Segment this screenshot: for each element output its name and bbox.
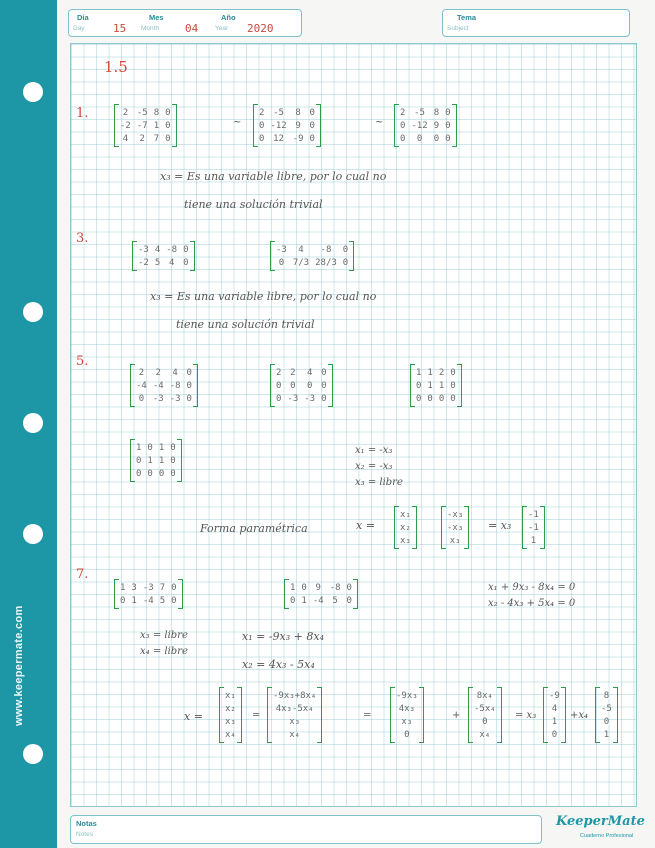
logo-subtitle: Cuaderno Profesional <box>580 833 634 839</box>
vector: -x₃ -x₃ x₃ <box>444 508 466 547</box>
matrix: 2 2 4 0 0 0 0 0 0 -3 -3 0 <box>273 366 330 405</box>
section-title: 1.5 <box>104 58 128 76</box>
vector: x₁ x₂ x₃ <box>397 508 414 547</box>
tema-label: Tema <box>457 13 477 22</box>
coefficient: +x₄ <box>570 710 589 721</box>
year-value: 2020 <box>247 22 274 35</box>
year-label: Year <box>215 25 229 32</box>
matrix: -3 4 -8 0 0 7/3 28/3 0 <box>273 243 351 269</box>
matrix: 1 1 2 0 0 1 1 0 0 0 0 0 <box>413 366 459 405</box>
month-label: Month <box>141 25 160 32</box>
question-number: 7. <box>76 567 89 582</box>
matrix: 1 0 9 -8 0 0 1 -4 5 0 <box>287 581 355 607</box>
day-label: Day <box>73 25 85 32</box>
vector: x₁ x₂ x₃ x₄ <box>222 689 239 741</box>
x-label: x = <box>184 710 203 723</box>
punch-hole <box>23 744 43 764</box>
punch-hole <box>23 413 43 433</box>
month-value: 04 <box>185 22 199 35</box>
brand-url: www.keepermate.com <box>13 605 25 726</box>
matrix: 2 -5 8 0 -2 -7 1 0 4 2 7 0 <box>117 106 174 145</box>
binder-strip <box>0 0 57 848</box>
matrix: 2 2 4 0 -4 -4 -8 0 0 -3 -3 0 <box>133 366 195 405</box>
vector: -1 -1 1 <box>525 508 542 547</box>
coefficient: = x₃ <box>488 519 512 532</box>
vector: -9x₃ 4x₃ x₃ 0 <box>393 689 421 741</box>
keepermate-logo: KeeperMate <box>556 814 645 829</box>
equals-sign: = <box>363 710 372 721</box>
tilde-sign: ~ <box>375 117 384 128</box>
equation: x₂ - 4x₃ + 5x₄ = 0 <box>488 598 576 609</box>
vector: -9x₃+8x₄ 4x₃-5x₄ x₃ x₄ <box>270 689 319 741</box>
tilde-sign: ~ <box>233 117 242 128</box>
equation: x₃ = libre <box>355 477 403 488</box>
handwritten-note: tiene una solución trivial <box>176 318 315 331</box>
question-number: 5. <box>76 354 89 369</box>
equals-sign: = <box>252 710 261 721</box>
handwritten-note: x₃ = Es una variable libre, por lo cual no <box>160 170 387 183</box>
equation: x₂ = -x₃ <box>355 461 393 472</box>
ano-label: Año <box>221 13 236 22</box>
solution-equation: x₂ = 4x₃ - 5x₄ <box>242 658 315 671</box>
param-label: Forma paramétrica <box>200 522 308 535</box>
vector: -9 4 1 0 <box>546 689 563 741</box>
handwritten-note: x₃ = Es una variable libre, por lo cual no <box>150 290 377 303</box>
equation: x₁ = -x₃ <box>355 445 393 456</box>
matrix: 2 -5 8 0 0 -12 9 0 0 0 0 0 <box>397 106 454 145</box>
vector: 8 -5 0 1 <box>598 689 615 741</box>
coefficient: = x₃ <box>515 710 537 721</box>
day-value: 15 <box>113 22 127 35</box>
matrix: -3 4 -8 0 -2 5 4 0 <box>135 243 192 269</box>
matrix: 1 3 -3 7 0 0 1 -4 5 0 <box>117 581 180 607</box>
plus-sign: + <box>452 710 461 721</box>
subject-label: Subject <box>447 25 469 32</box>
notes-box <box>70 815 542 844</box>
equation: x₁ + 9x₃ - 8x₄ = 0 <box>488 582 576 593</box>
subject-box <box>442 9 630 37</box>
notes-label: Notes <box>76 831 93 838</box>
solution-equation: x₁ = -9x₃ + 8x₄ <box>242 630 324 643</box>
vector: 8x₄ -5x₄ 0 x₄ <box>471 689 499 741</box>
x-label: x = <box>356 519 375 532</box>
dia-label: Día <box>77 13 89 22</box>
question-number: 3. <box>76 231 89 246</box>
free-variable: x₃ = libre <box>140 630 188 641</box>
free-variable: x₄ = libre <box>140 646 188 657</box>
punch-hole <box>23 524 43 544</box>
matrix: 1 0 1 0 0 1 1 0 0 0 0 0 <box>133 441 179 480</box>
date-box <box>68 9 302 37</box>
question-number: 1. <box>76 106 89 121</box>
handwritten-note: tiene una solución trivial <box>184 198 323 211</box>
mes-label: Mes <box>149 13 164 22</box>
matrix: 2 -5 8 0 0 -12 9 0 0 12 -9 0 <box>256 106 318 145</box>
punch-hole <box>23 82 43 102</box>
punch-hole <box>23 302 43 322</box>
notas-label: Notas <box>76 819 97 828</box>
